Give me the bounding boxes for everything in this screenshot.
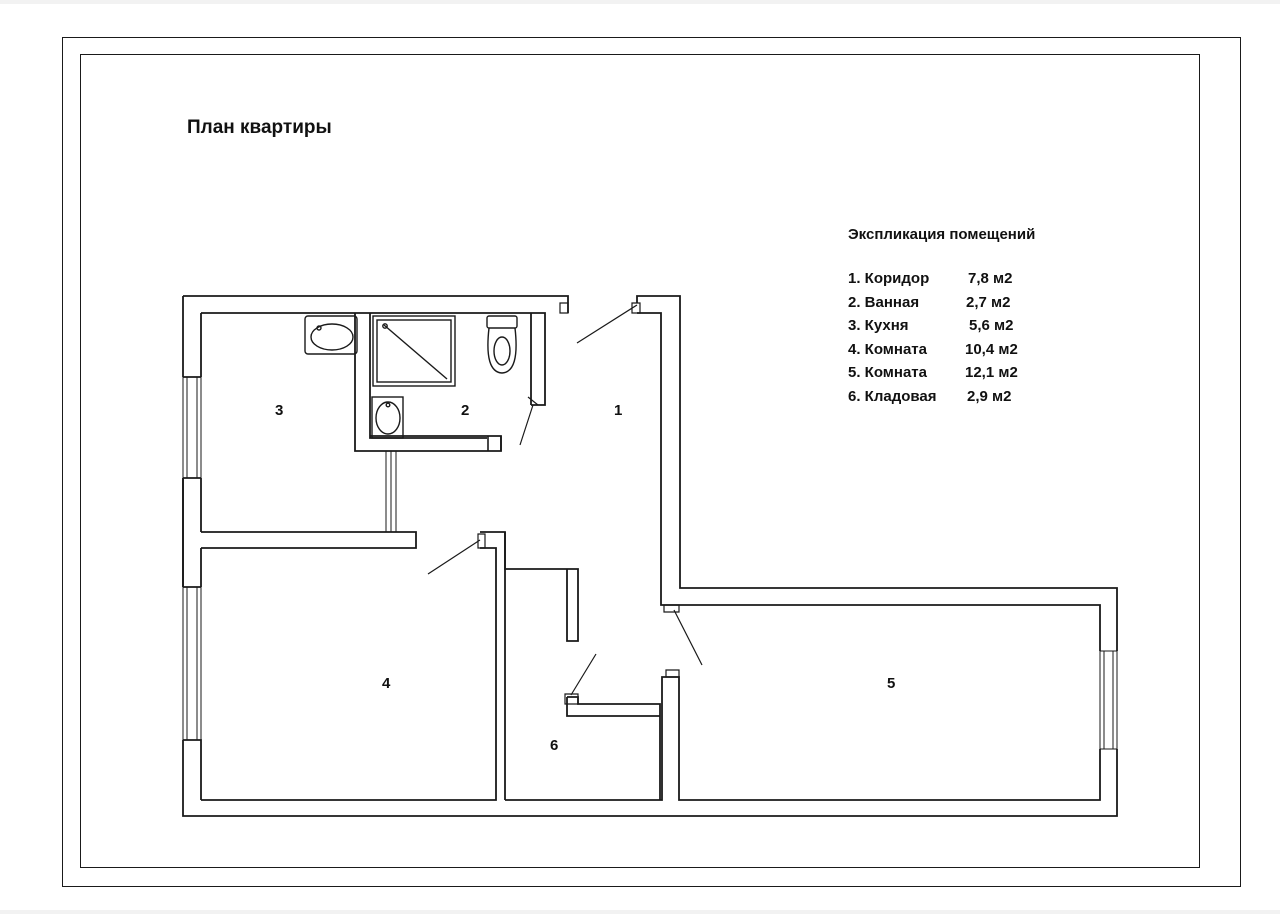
- bathroom-sink-icon: [372, 397, 403, 438]
- exterior-wall-outer: [183, 293, 1117, 816]
- toilet-icon: [487, 316, 517, 373]
- door-room5: [664, 605, 702, 677]
- legend-item-area: 12,1 м2: [965, 364, 1018, 382]
- door-room4: [428, 534, 485, 574]
- legend-item-name: 5. Комната: [848, 364, 927, 382]
- room-label-2: 2: [461, 402, 470, 419]
- legend-item-area: 2,9 м2: [967, 387, 1012, 405]
- room-label-3: 3: [275, 402, 284, 419]
- legend-item-area: 7,8 м2: [968, 270, 1013, 287]
- room-label-1: 1: [614, 402, 623, 419]
- room-label-5: 5: [887, 675, 896, 692]
- window-right: [1100, 651, 1117, 749]
- bathroom-corner-block: [488, 436, 501, 451]
- legend-title: Экспликация помещений: [848, 226, 1036, 243]
- legend-item-name: 2. Ванная: [848, 293, 920, 311]
- window-left-lower: [183, 587, 201, 740]
- legend-item-name: 4. Комната: [848, 340, 927, 358]
- wall-left-middle: [183, 377, 201, 800]
- kitchen-opening: [386, 451, 396, 532]
- door-entrance: [577, 303, 640, 343]
- legend-item-area: 5,6 м2: [969, 317, 1014, 335]
- drawing-sheet: [0, 4, 1280, 910]
- room-label-6: 6: [550, 737, 559, 754]
- room4-walls: [201, 532, 505, 800]
- exterior-wall-inner: [201, 313, 1100, 800]
- window-left-upper: [183, 377, 201, 478]
- legend-item-name: 6. Кладовая: [848, 387, 937, 405]
- legend-item-area: 10,4 м2: [965, 340, 1018, 358]
- shower-icon: [373, 316, 455, 386]
- wall-stub-top: [560, 303, 568, 313]
- room-label-4: 4: [382, 675, 391, 692]
- kitchen-sink-icon: [305, 316, 357, 354]
- storage-walls: [505, 532, 660, 800]
- plan-title: План квартиры: [187, 117, 332, 138]
- legend-item-area: 2,7 м2: [966, 293, 1011, 311]
- partition-kitchen-room4: [201, 532, 416, 548]
- legend-item-name: 3. Кухня: [848, 317, 909, 335]
- floor-plan: [0, 4, 1280, 910]
- legend-item-name: 1. Коридор: [848, 270, 930, 287]
